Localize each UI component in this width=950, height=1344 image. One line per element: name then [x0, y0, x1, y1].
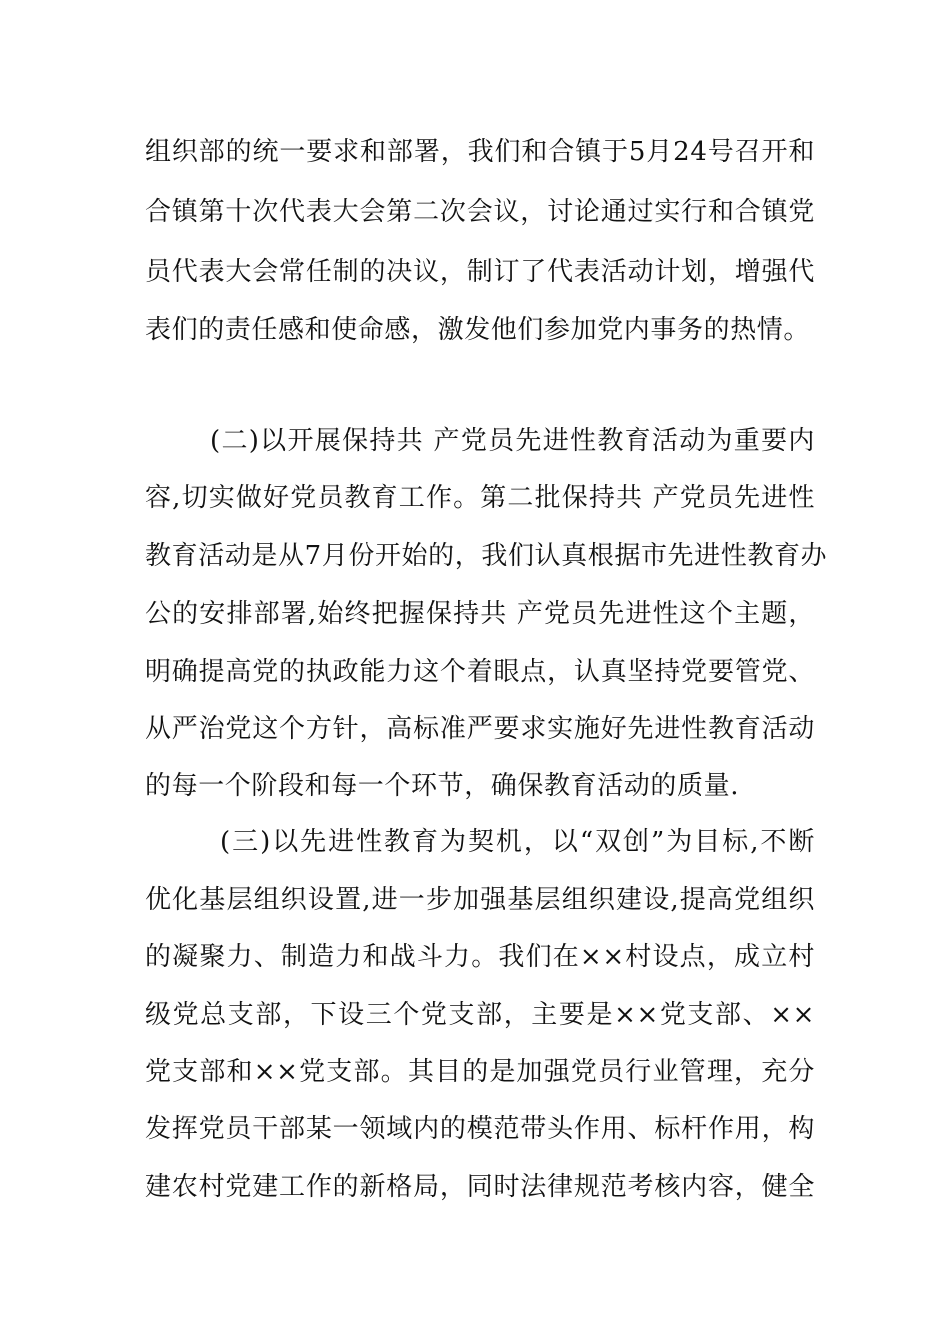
- text-line: 组织部的统一要求和部署，我们和合镇于5月24号召开和: [145, 137, 815, 167]
- text-line: 发挥党员干部某一领域内的模范带头作用、标杆作用，构: [145, 1114, 815, 1144]
- text-line: 表们的责任感和使命感，激发他们参加党内事务的热情。: [145, 315, 811, 345]
- text-line: 明确提高党的执政能力这个着眼点，认真坚持党要管党、: [145, 657, 815, 687]
- text-line: 公的安排部署,始终把握保持共 产党员先进性这个主题，: [145, 599, 815, 629]
- text-line: 的每一个阶段和每一个环节，确保教育活动的质量.: [145, 771, 740, 801]
- text-line: 建农村党建工作的新格局，同时法律规范考核内容，健全: [145, 1172, 815, 1202]
- text-line: 容,切实做好党员教育工作。第二批保持共 产党员先进性: [145, 483, 815, 513]
- text-line: (二)以开展保持共 产党员先进性教育活动为重要内: [210, 426, 815, 456]
- text-line: 从严治党这个方针，高标准严要求实施好先进性教育活动: [145, 714, 815, 744]
- text-line: 级党总支部，下设三个党支部，主要是××党支部、××: [145, 1000, 815, 1030]
- text-line: 教育活动是从7月份开始的，我们认真根据市先进性教育办: [145, 541, 828, 571]
- text-line: 党支部和××党支部。其目的是加强党员行业管理，充分: [145, 1057, 815, 1087]
- text-line: 的凝聚力、制造力和战斗力。我们在××村设点，成立村: [145, 942, 815, 972]
- text-line: (三)以先进性教育为契机，以“双创”为目标,不断: [220, 827, 815, 857]
- text-line: 优化基层组织设置,进一步加强基层组织建设,提高党组织: [145, 885, 815, 915]
- text-line: 员代表大会常任制的决议，制订了代表活动计划，增强代: [145, 257, 815, 287]
- text-line: 合镇第十次代表大会第二次会议，讨论通过实行和合镇党: [145, 197, 815, 227]
